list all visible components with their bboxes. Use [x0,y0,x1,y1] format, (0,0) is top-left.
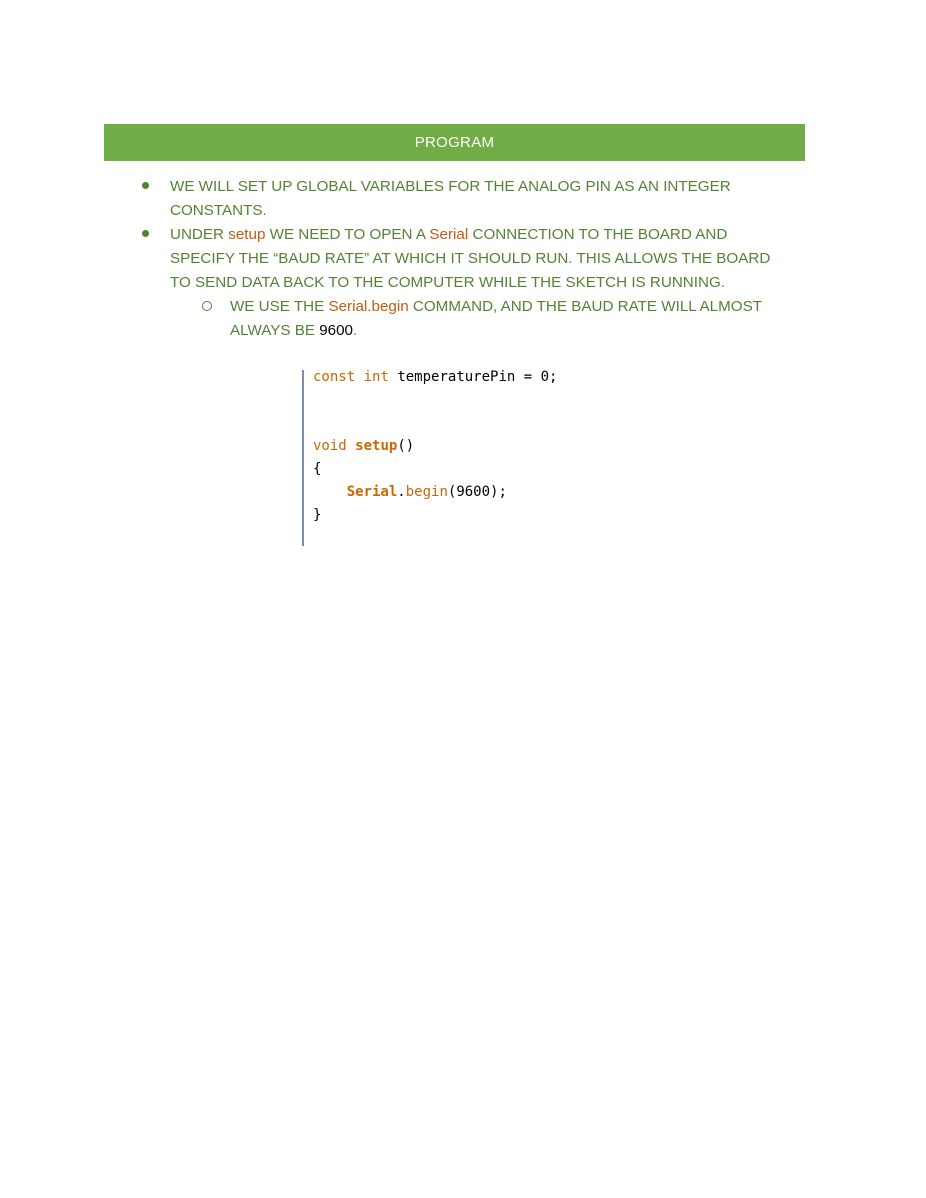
bullet-item [140,175,790,223]
bullet-text: WE WILL SET UP GLOBAL VARIABLES FOR THE ANALOG PIN AS AN INTEGER CONSTANTS. [170,178,731,219]
section-title: PROGRAM [414,134,495,151]
code-method-name: begin [405,484,448,500]
bullet-text-mid: WE NEED TO OPEN A [265,226,430,243]
code-line [313,460,321,478]
code-line [313,506,321,524]
bullet-text-pre: UNDER [170,226,229,243]
sub-bullet-text-pre: WE USE THE [230,298,329,315]
baud-rate-value: 9600 [319,322,353,339]
bullet-dot-icon [142,230,149,237]
code-line [313,483,507,501]
bullet-item [140,223,790,295]
code-text: () [397,438,415,454]
code-line [313,368,557,386]
keyword-serial-begin: Serial.begin [328,298,409,315]
bullet-list [140,175,790,343]
code-snippet [302,370,604,546]
bullet-text-post: CONNECTION TO THE BOARD AND SPECIFY THE “BAUD RATE” AT WHICH IT SHOULD RUN. THIS ALLOWS THE BOARD TO SEND DATA BACK TO THE COMPUTER WHILE THE SKETCH IS RUNNING. [170,226,771,291]
code-keyword: void [313,438,347,454]
keyword-setup: setup [228,226,266,243]
code-text: { [313,461,322,477]
code-indent [313,484,347,500]
section-header [104,124,805,161]
code-text: . [397,484,406,500]
code-text: temperaturePin = 0; [388,369,558,385]
hollow-circle-bullet-icon [202,301,212,311]
sub-bullet-text-mid: COMMAND, AND THE BAUD RATE WILL ALMOST ALWAYS BE [230,298,762,339]
keyword-serial: Serial [429,226,469,243]
code-text: } [313,507,322,523]
code-keyword: int [363,369,389,385]
code-text: (9600); [447,484,507,500]
sub-bullet-text-post: . [352,322,358,339]
bullet-dot-icon [142,182,149,189]
code-class-name: Serial [346,484,398,500]
code-line [313,437,414,455]
code-keyword: const [313,369,356,385]
code-function-name: setup [355,438,398,454]
sub-bullet-item [140,295,790,343]
